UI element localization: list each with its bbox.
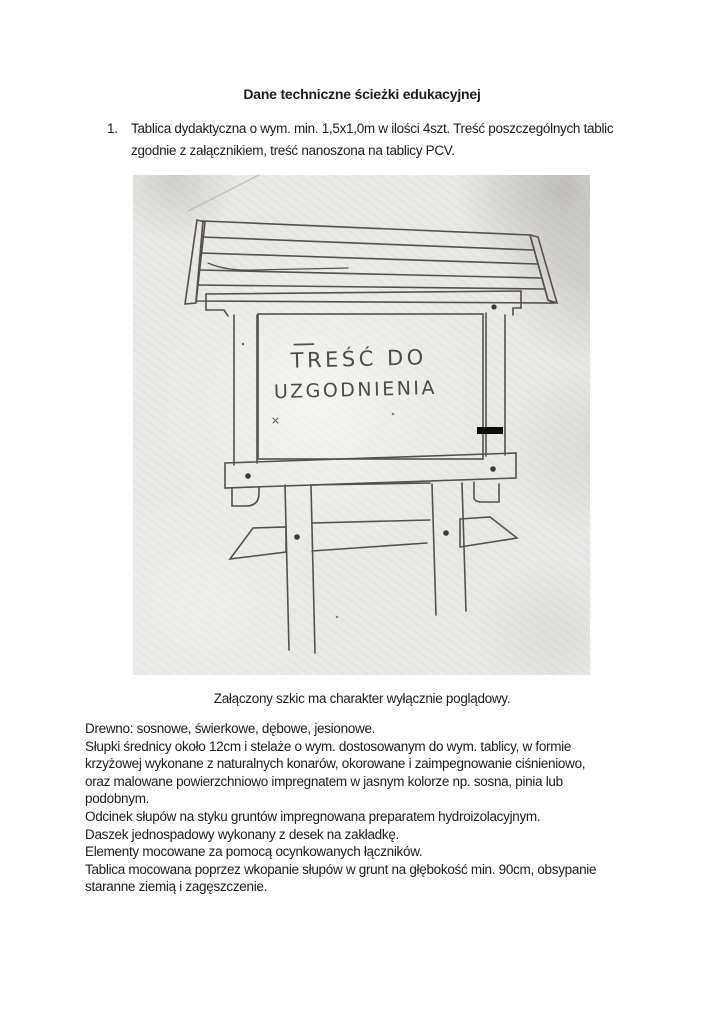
technical-specs-paragraph [85,720,639,896]
signboard-sketch-drawing [133,175,590,675]
spec-line-6: Odcinek słupów na styku gruntów impregnowana preparatem hydroizolacyjnym. [85,808,541,824]
page-title: Dane techniczne ścieżki edukacyjnej [243,86,481,102]
spec-line-5: podobnym. [85,791,150,807]
list-item-number: 1. [107,121,118,136]
paper-crease-line [188,175,259,211]
spec-line-8: Elementy mocowane za pomocą ocynkowanych łączników. [85,844,423,860]
spec-line-1: Drewno: sosnowe, świerkowe, dębowe, jesionowe. [85,721,376,736]
left-post [234,315,257,465]
roof-right-end-board [530,235,557,303]
spec-line-7: Daszek jednospadowy wykonany z desek na zakładkę. [85,826,399,842]
note-line-1: TREŚĆ DO [290,345,428,373]
leg-nail-right [443,530,449,536]
spec-line-10: staranne ziemią i zagęszczenie. [85,879,268,895]
handwritten-note [273,341,438,403]
left-wing-board [230,527,286,559]
sketch-caption: Załączony szkic ma charakter wyłącznie poglądowy. [213,691,511,706]
leg-nail-left [294,534,300,540]
spec-line-9: Tablica mocowana poprzez wkopanie słupów w grunt na głębokość min. 90cm, obsypanie [85,861,597,877]
header-beam [206,291,521,316]
right-post [486,313,505,456]
sketch-scan-image [133,175,590,675]
spec-line-2: Słupki średnicy około 12cm i stelaże o wym. dostosowanym do wym. tablicy, w formie [85,738,572,754]
note-line-2: UZGODNIENIA [273,376,438,404]
spec-line-3: krzyżowej wykonane z naturalnych konarów, okorowane i zaimpegnowanie ciśnieniowo, [85,756,586,772]
stand-frame [230,483,517,653]
left-bracket-foot [232,488,259,506]
list-item-text [131,118,613,162]
list-item-1 [107,118,639,162]
spec-line-4: oraz malowane powierzchniowo impregnatem w jasnym kolorze np. sosna, pinia lub [85,773,563,789]
list-item-line-2: zgodnie z załącznikiem, treść nanoszona na tablicy PCV. [131,143,455,158]
right-bracket-foot [474,482,499,502]
crossbar-nail-right [490,466,496,472]
crossbar-nail-left [245,473,251,479]
header-nail-dot [491,304,496,309]
marker-dash [477,427,503,434]
list-item-line-1: Tablica dydaktyczna o wym. min. 1,5x1,0m w ilości 4szt. Treść poszczególnych tablic [131,121,614,136]
right-wing-board [460,517,517,547]
